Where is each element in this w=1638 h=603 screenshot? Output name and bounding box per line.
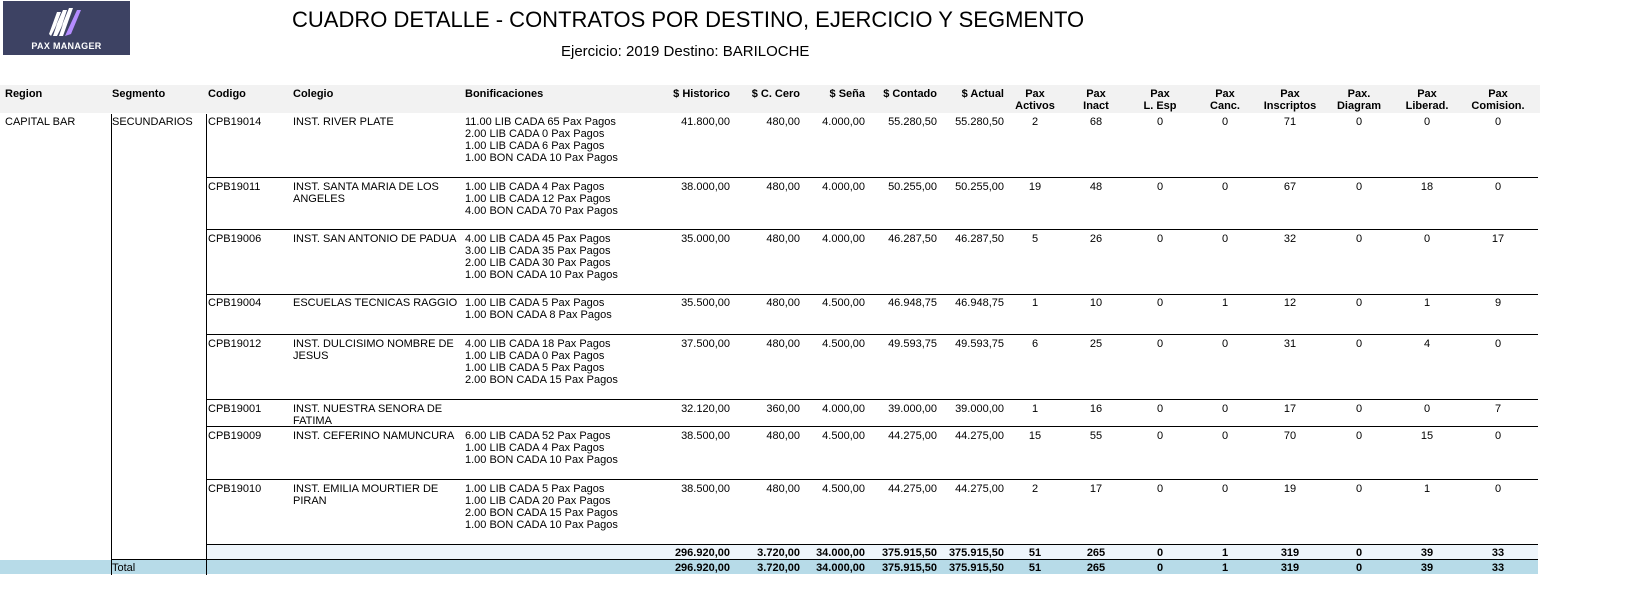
pax-manager-logo bbox=[3, 1, 130, 55]
total-sena: 34.000,00 bbox=[816, 562, 865, 574]
col-header-line: Activos bbox=[1015, 100, 1055, 112]
pax-diagram-cell: 0 bbox=[1355, 338, 1363, 350]
col-header-line: Pax bbox=[1417, 88, 1437, 100]
pax-activos-cell: 15 bbox=[1028, 430, 1042, 442]
pax-activos-cell: 19 bbox=[1028, 181, 1042, 193]
col-header-c-cero: $ C. Cero bbox=[751, 88, 800, 100]
col-header-line: L. Esp bbox=[1143, 100, 1177, 112]
total-contado: 375.915,50 bbox=[881, 562, 937, 574]
codigo-cell: CPB19009 bbox=[208, 430, 262, 442]
bonificacion-line: 4.00 LIB CADA 18 Pax Pagos bbox=[465, 338, 611, 350]
col-header-line: Diagram bbox=[1336, 100, 1382, 112]
contado-cell: 46.948,75 bbox=[888, 297, 937, 309]
sena-cell: 4.500,00 bbox=[822, 297, 865, 309]
c-cero-cell: 480,00 bbox=[766, 181, 800, 193]
pax-liberad-cell: 1 bbox=[1423, 483, 1431, 495]
total-label: Total bbox=[112, 562, 136, 574]
pax-lesp-cell: 0 bbox=[1156, 116, 1164, 128]
col-header-pax-inscriptos bbox=[1255, 88, 1325, 112]
pax-canc-cell: 1 bbox=[1221, 297, 1229, 309]
bonificacion-line: 1.00 LIB CADA 20 Pax Pagos bbox=[465, 495, 611, 507]
codigo-column-divider bbox=[206, 114, 207, 575]
row-divider bbox=[206, 399, 1538, 400]
contado-cell: 44.275,00 bbox=[888, 483, 937, 495]
c-cero-cell: 480,00 bbox=[766, 233, 800, 245]
col-header-line: Liberad. bbox=[1405, 100, 1449, 112]
pax-lesp-cell: 0 bbox=[1156, 181, 1164, 193]
pax-activos-cell: 2 bbox=[1031, 116, 1039, 128]
codigo-cell: CPB19001 bbox=[208, 403, 262, 415]
col-header-bonificaciones: Bonificaciones bbox=[465, 88, 544, 100]
c-cero-cell: 480,00 bbox=[766, 430, 800, 442]
total-pax-diagram: 0 bbox=[1355, 562, 1363, 574]
sena-cell: 4.000,00 bbox=[822, 116, 865, 128]
contado-cell: 50.255,00 bbox=[888, 181, 937, 193]
pax-lesp-cell: 0 bbox=[1156, 430, 1164, 442]
codigo-cell: CPB19010 bbox=[208, 483, 262, 495]
bonificacion-line: 3.00 LIB CADA 35 Pax Pagos bbox=[465, 245, 611, 257]
segment-column-divider bbox=[111, 114, 112, 575]
pax-diagram-cell: 0 bbox=[1355, 430, 1363, 442]
colegio-cell: INST. DULCISIMO NOMBRE DE JESUS bbox=[293, 338, 454, 362]
col-header-segmento: Segmento bbox=[112, 88, 166, 100]
codigo-cell: CPB19011 bbox=[208, 181, 261, 193]
pax-activos-cell: 2 bbox=[1031, 483, 1039, 495]
bonificacion-line: 1.00 LIB CADA 5 Pax Pagos bbox=[465, 297, 605, 309]
bonificacion-line: 2.00 LIB CADA 30 Pax Pagos bbox=[465, 257, 611, 269]
col-header-pax-canc bbox=[1190, 88, 1260, 112]
bonificacion-line: 6.00 LIB CADA 52 Pax Pagos bbox=[465, 430, 611, 442]
pax-inscriptos-cell: 31 bbox=[1283, 338, 1297, 350]
pax-comision-cell: 17 bbox=[1491, 233, 1505, 245]
pax-inact-cell: 26 bbox=[1089, 233, 1103, 245]
total-pax-inact: 265 bbox=[1086, 562, 1106, 574]
bonificacion-line: 1.00 LIB CADA 6 Pax Pagos bbox=[465, 140, 605, 152]
colegio-cell: INST. RIVER PLATE bbox=[293, 116, 394, 128]
pax-lesp-cell: 0 bbox=[1156, 338, 1164, 350]
c-cero-cell: 480,00 bbox=[766, 297, 800, 309]
bonificacion-line: 1.00 LIB CADA 5 Pax Pagos bbox=[465, 483, 605, 495]
bonificacion-line: 1.00 BON CADA 10 Pax Pagos bbox=[465, 152, 618, 164]
bonificacion-line: 1.00 BON CADA 10 Pax Pagos bbox=[465, 454, 618, 466]
c-cero-cell: 480,00 bbox=[766, 483, 800, 495]
report-title: CUADRO DETALLE - CONTRATOS POR DESTINO, EJERCICIO Y SEGMENTO bbox=[292, 7, 1085, 32]
sena-cell: 4.500,00 bbox=[822, 430, 865, 442]
col-header-pax-activos bbox=[1000, 88, 1070, 112]
pax-liberad-cell: 18 bbox=[1420, 181, 1434, 193]
c-cero-cell: 480,00 bbox=[766, 338, 800, 350]
pax-comision-cell: 9 bbox=[1494, 297, 1502, 309]
historico-cell: 38.500,00 bbox=[681, 483, 730, 495]
total-historico: 296.920,00 bbox=[674, 562, 730, 574]
bonificacion-line: 11.00 LIB CADA 65 Pax Pagos bbox=[465, 116, 616, 128]
codigo-cell: CPB19006 bbox=[208, 233, 262, 245]
col-header-contado: $ Contado bbox=[883, 88, 937, 100]
subtotal-pax-canc: 1 bbox=[1221, 547, 1229, 559]
subtotal-pax-comision: 33 bbox=[1491, 547, 1505, 559]
pax-canc-cell: 0 bbox=[1221, 116, 1229, 128]
colegio-cell: INST. NUESTRA SENORA DE FATIMA bbox=[293, 403, 443, 427]
actual-cell: 44.275,00 bbox=[955, 430, 1004, 442]
actual-cell: 50.255,00 bbox=[955, 181, 1004, 193]
actual-cell: 49.593,75 bbox=[955, 338, 1004, 350]
pax-inact-cell: 10 bbox=[1089, 297, 1103, 309]
total-divider bbox=[111, 559, 1538, 560]
pax-inscriptos-cell: 67 bbox=[1283, 181, 1297, 193]
contado-cell: 55.280,50 bbox=[888, 116, 937, 128]
actual-cell: 46.287,50 bbox=[955, 233, 1004, 245]
bonificacion-line: 1.00 BON CADA 10 Pax Pagos bbox=[465, 519, 618, 531]
pax-liberad-cell: 1 bbox=[1423, 297, 1431, 309]
subtotal-historico: 296.920,00 bbox=[674, 547, 730, 559]
pax-diagram-cell: 0 bbox=[1355, 233, 1363, 245]
pax-comision-cell: 0 bbox=[1494, 338, 1502, 350]
pax-comision-cell: 7 bbox=[1494, 403, 1502, 415]
subtotal-c-cero: 3.720,00 bbox=[757, 547, 800, 559]
pax-canc-cell: 0 bbox=[1221, 181, 1229, 193]
pax-canc-cell: 0 bbox=[1221, 483, 1229, 495]
actual-cell: 39.000,00 bbox=[955, 403, 1004, 415]
total-pax-canc: 1 bbox=[1221, 562, 1229, 574]
sena-cell: 4.000,00 bbox=[822, 181, 865, 193]
col-header-pax-diagram bbox=[1324, 88, 1394, 112]
pax-activos-cell: 5 bbox=[1031, 233, 1039, 245]
codigo-cell: CPB19012 bbox=[208, 338, 262, 350]
pax-diagram-cell: 0 bbox=[1355, 297, 1363, 309]
pax-diagram-cell: 0 bbox=[1355, 116, 1363, 128]
c-cero-cell: 360,00 bbox=[766, 403, 800, 415]
subtotal-pax-inact: 265 bbox=[1086, 547, 1106, 559]
historico-cell: 41.800,00 bbox=[681, 116, 730, 128]
bonificacion-line: 1.00 BON CADA 8 Pax Pagos bbox=[465, 309, 612, 321]
report-subtitle: Ejercicio: 2019 Destino: BARILOCHE bbox=[561, 43, 810, 60]
codigo-cell: CPB19014 bbox=[208, 116, 262, 128]
total-pax-liberad: 39 bbox=[1420, 562, 1434, 574]
contado-cell: 49.593,75 bbox=[888, 338, 937, 350]
col-header-line: Pax bbox=[1215, 88, 1235, 100]
col-header-line: Inact bbox=[1083, 100, 1109, 112]
bonificacion-line: 1.00 LIB CADA 4 Pax Pagos bbox=[465, 442, 605, 454]
row-divider bbox=[206, 479, 1538, 480]
pax-inscriptos-cell: 12 bbox=[1283, 297, 1297, 309]
pax-manager-logo-icon bbox=[47, 6, 87, 38]
pax-inscriptos-cell: 19 bbox=[1283, 483, 1297, 495]
col-header-line: Pax bbox=[1150, 88, 1170, 100]
bonificacion-line: 1.00 BON CADA 10 Pax Pagos bbox=[465, 269, 618, 281]
actual-cell: 55.280,50 bbox=[955, 116, 1004, 128]
contado-cell: 46.287,50 bbox=[888, 233, 937, 245]
pax-liberad-cell: 0 bbox=[1423, 233, 1431, 245]
region-cell: CAPITAL BAR bbox=[5, 116, 76, 128]
col-header-pax-lesp bbox=[1125, 88, 1195, 112]
subtotal-sena: 34.000,00 bbox=[816, 547, 865, 559]
historico-cell: 35.500,00 bbox=[681, 297, 730, 309]
logo-text: PAX MANAGER bbox=[31, 41, 102, 51]
col-header-line: Pax. bbox=[1347, 88, 1371, 100]
historico-cell: 37.500,00 bbox=[681, 338, 730, 350]
pax-inscriptos-cell: 71 bbox=[1283, 116, 1297, 128]
col-header-pax-liberad bbox=[1392, 88, 1462, 112]
subtotal-actual: 375.915,50 bbox=[948, 547, 1004, 559]
pax-comision-cell: 0 bbox=[1494, 181, 1502, 193]
subtotal-pax-lesp: 0 bbox=[1156, 547, 1164, 559]
contado-cell: 39.000,00 bbox=[888, 403, 937, 415]
col-header-codigo: Codigo bbox=[208, 88, 246, 100]
colegio-cell: ESCUELAS TECNICAS RAGGIO bbox=[293, 297, 458, 309]
pax-diagram-cell: 0 bbox=[1355, 181, 1363, 193]
pax-inact-cell: 68 bbox=[1089, 116, 1103, 128]
col-header-historico: $ Historico bbox=[673, 88, 730, 100]
pax-lesp-cell: 0 bbox=[1156, 403, 1164, 415]
col-header-line: Pax bbox=[1280, 88, 1300, 100]
pax-comision-cell: 0 bbox=[1494, 483, 1502, 495]
subtotal-pax-diagram: 0 bbox=[1355, 547, 1363, 559]
col-header-pax-comision bbox=[1463, 88, 1533, 112]
pax-comision-cell: 0 bbox=[1494, 430, 1502, 442]
pax-liberad-cell: 4 bbox=[1423, 338, 1431, 350]
col-header-line: Canc. bbox=[1210, 100, 1240, 112]
subtotal-pax-activos: 51 bbox=[1028, 547, 1042, 559]
c-cero-cell: 480,00 bbox=[766, 116, 800, 128]
bonificacion-line: 2.00 BON CADA 15 Pax Pagos bbox=[465, 507, 618, 519]
col-header-line: Comision. bbox=[1471, 100, 1525, 112]
bonificacion-line: 4.00 LIB CADA 45 Pax Pagos bbox=[465, 233, 611, 245]
total-actual: 375.915,50 bbox=[948, 562, 1004, 574]
historico-cell: 38.500,00 bbox=[681, 430, 730, 442]
historico-cell: 38.000,00 bbox=[681, 181, 730, 193]
pax-comision-cell: 0 bbox=[1494, 116, 1502, 128]
pax-lesp-cell: 0 bbox=[1156, 483, 1164, 495]
colegio-cell: INST. CEFERINO NAMUNCURA bbox=[293, 430, 455, 442]
col-header-region: Region bbox=[5, 88, 43, 100]
pax-canc-cell: 0 bbox=[1221, 338, 1229, 350]
colegio-cell: INST. EMILIA MOURTIER DE PIRAN bbox=[293, 483, 439, 507]
colegio-cell: INST. SANTA MARIA DE LOS ANGELES bbox=[293, 181, 439, 205]
sena-cell: 4.500,00 bbox=[822, 338, 865, 350]
row-divider bbox=[206, 544, 1538, 545]
subtotal-pax-liberad: 39 bbox=[1420, 547, 1434, 559]
bonificacion-line: 4.00 BON CADA 70 Pax Pagos bbox=[465, 205, 618, 217]
contado-cell: 44.275,00 bbox=[888, 430, 937, 442]
col-header-line: Pax bbox=[1025, 88, 1045, 100]
col-header-line: Pax bbox=[1086, 88, 1106, 100]
pax-liberad-cell: 0 bbox=[1423, 403, 1431, 415]
sena-cell: 4.500,00 bbox=[822, 483, 865, 495]
bonificacion-line: 2.00 LIB CADA 0 Pax Pagos bbox=[465, 128, 605, 140]
pax-activos-cell: 1 bbox=[1031, 403, 1039, 415]
pax-diagram-cell: 0 bbox=[1355, 483, 1363, 495]
col-header-pax-inact bbox=[1061, 88, 1131, 112]
total-c-cero: 3.720,00 bbox=[757, 562, 800, 574]
pax-canc-cell: 0 bbox=[1221, 403, 1229, 415]
bonificacion-line: 1.00 LIB CADA 12 Pax Pagos bbox=[465, 193, 611, 205]
bonificacion-line: 1.00 LIB CADA 0 Pax Pagos bbox=[465, 350, 605, 362]
total-pax-activos: 51 bbox=[1028, 562, 1042, 574]
pax-liberad-cell: 15 bbox=[1420, 430, 1434, 442]
bonificacion-line: 1.00 LIB CADA 5 Pax Pagos bbox=[465, 362, 605, 374]
col-header-line: Inscriptos bbox=[1263, 100, 1317, 112]
colegio-cell: INST. SAN ANTONIO DE PADUA bbox=[293, 233, 457, 245]
pax-lesp-cell: 0 bbox=[1156, 297, 1164, 309]
pax-inact-cell: 55 bbox=[1089, 430, 1103, 442]
pax-inscriptos-cell: 17 bbox=[1283, 403, 1297, 415]
subtotal-pax-inscriptos: 319 bbox=[1280, 547, 1300, 559]
col-header-actual: $ Actual bbox=[961, 88, 1004, 100]
pax-inact-cell: 48 bbox=[1089, 181, 1103, 193]
total-pax-lesp: 0 bbox=[1156, 562, 1164, 574]
pax-activos-cell: 6 bbox=[1031, 338, 1039, 350]
historico-cell: 35.000,00 bbox=[681, 233, 730, 245]
col-header-sena: $ Seña bbox=[829, 88, 865, 100]
codigo-cell: CPB19004 bbox=[208, 297, 262, 309]
sena-cell: 4.000,00 bbox=[822, 403, 865, 415]
pax-inact-cell: 16 bbox=[1089, 403, 1103, 415]
pax-canc-cell: 0 bbox=[1221, 233, 1229, 245]
pax-canc-cell: 0 bbox=[1221, 430, 1229, 442]
actual-cell: 44.275,00 bbox=[955, 483, 1004, 495]
row-divider bbox=[206, 334, 1538, 335]
pax-inact-cell: 17 bbox=[1089, 483, 1103, 495]
pax-lesp-cell: 0 bbox=[1156, 233, 1164, 245]
pax-activos-cell: 1 bbox=[1031, 297, 1039, 309]
subtotal-contado: 375.915,50 bbox=[881, 547, 937, 559]
pax-inscriptos-cell: 70 bbox=[1283, 430, 1297, 442]
total-pax-comision: 33 bbox=[1491, 562, 1505, 574]
col-header-line: Pax bbox=[1488, 88, 1508, 100]
historico-cell: 32.120,00 bbox=[681, 403, 730, 415]
pax-diagram-cell: 0 bbox=[1355, 403, 1363, 415]
bonificacion-line: 1.00 LIB CADA 4 Pax Pagos bbox=[465, 181, 605, 193]
actual-cell: 46.948,75 bbox=[955, 297, 1004, 309]
row-divider bbox=[206, 177, 1538, 178]
segmento-cell: SECUNDARIOS bbox=[112, 116, 193, 128]
pax-liberad-cell: 0 bbox=[1423, 116, 1431, 128]
col-header-colegio: Colegio bbox=[293, 88, 334, 100]
sena-cell: 4.000,00 bbox=[822, 233, 865, 245]
pax-inact-cell: 25 bbox=[1089, 338, 1103, 350]
bonificacion-line: 2.00 BON CADA 15 Pax Pagos bbox=[465, 374, 618, 386]
pax-inscriptos-cell: 32 bbox=[1283, 233, 1297, 245]
total-pax-inscriptos: 319 bbox=[1280, 562, 1300, 574]
row-divider bbox=[206, 229, 1538, 230]
row-divider bbox=[206, 294, 1538, 295]
